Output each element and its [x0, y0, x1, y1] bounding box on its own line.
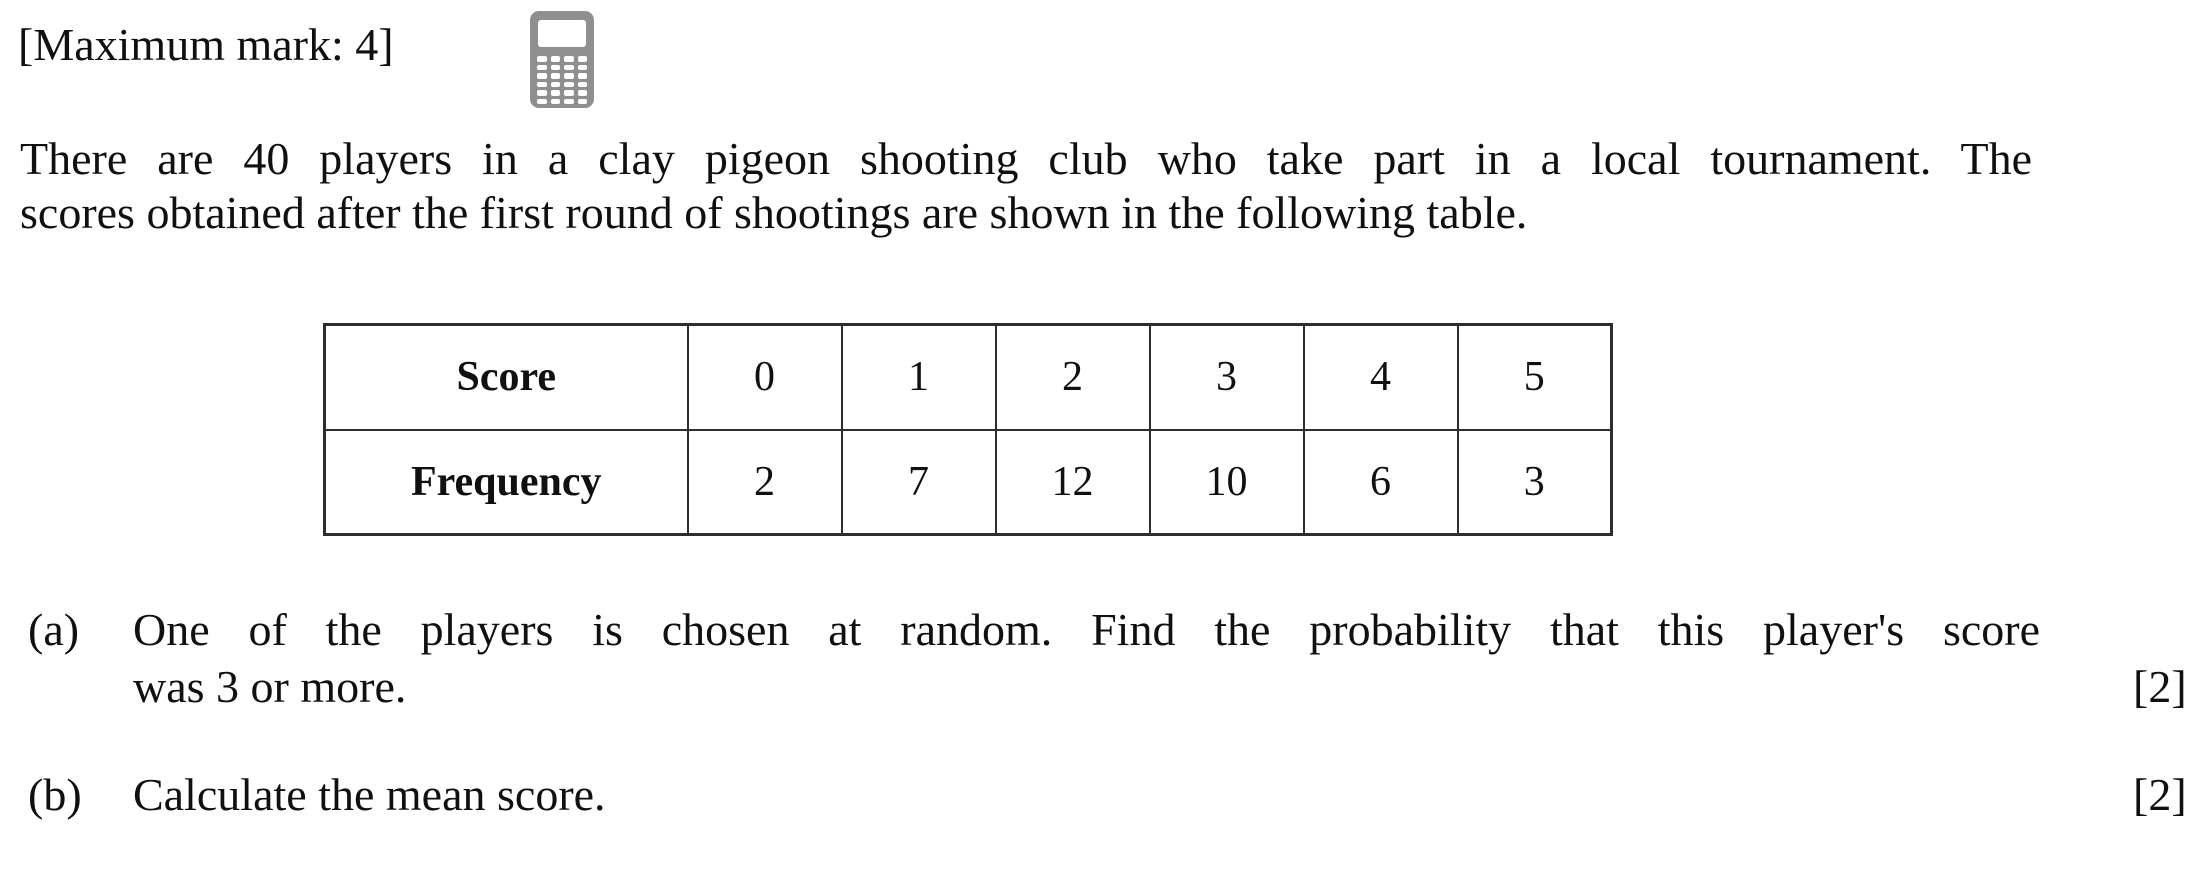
part-a-text	[133, 601, 2040, 715]
intro-paragraph	[20, 132, 2032, 240]
part-a-text-line-2: was 3 or more.	[133, 661, 407, 712]
part-a-label: (a)	[28, 604, 80, 655]
calculator-keys	[537, 56, 587, 104]
calculator-icon	[530, 11, 594, 108]
score-value-cell: 1	[842, 325, 996, 430]
frequency-table	[323, 323, 1613, 536]
frequency-value-cell: 2	[688, 430, 842, 535]
score-value-cell: 2	[996, 325, 1150, 430]
score-value-cell: 4	[1304, 325, 1458, 430]
part-a-text-line-1: One of the players is chosen at random. Find the probability that this player's score	[133, 604, 2040, 655]
score-header-cell: Score	[325, 325, 688, 430]
frequency-value-cell: 3	[1458, 430, 1612, 535]
frequency-value-cell: 10	[1150, 430, 1304, 535]
maximum-mark-label: [Maximum mark: 4]	[18, 19, 394, 70]
frequency-value-cell: 12	[996, 430, 1150, 535]
part-a-marks: [2]	[2133, 661, 2187, 712]
intro-line-1: There are 40 players in a clay pigeon shooting club who take part in a local tournament. The	[20, 133, 2032, 184]
frequency-value-cell: 6	[1304, 430, 1458, 535]
part-b-label: (b)	[28, 769, 82, 820]
score-value-cell: 5	[1458, 325, 1612, 430]
frequency-row	[325, 430, 1612, 535]
frequency-header-cell: Frequency	[325, 430, 688, 535]
intro-line-2: scores obtained after the first round of shootings are shown in the following table.	[20, 187, 1528, 238]
score-value-cell: 0	[688, 325, 842, 430]
frequency-value-cell: 7	[842, 430, 996, 535]
score-row	[325, 325, 1612, 430]
part-b-marks: [2]	[2133, 769, 2187, 820]
score-value-cell: 3	[1150, 325, 1304, 430]
part-b-text-line-1: Calculate the mean score.	[133, 769, 606, 820]
part-b-text	[133, 766, 2040, 823]
calculator-screen	[538, 20, 586, 47]
